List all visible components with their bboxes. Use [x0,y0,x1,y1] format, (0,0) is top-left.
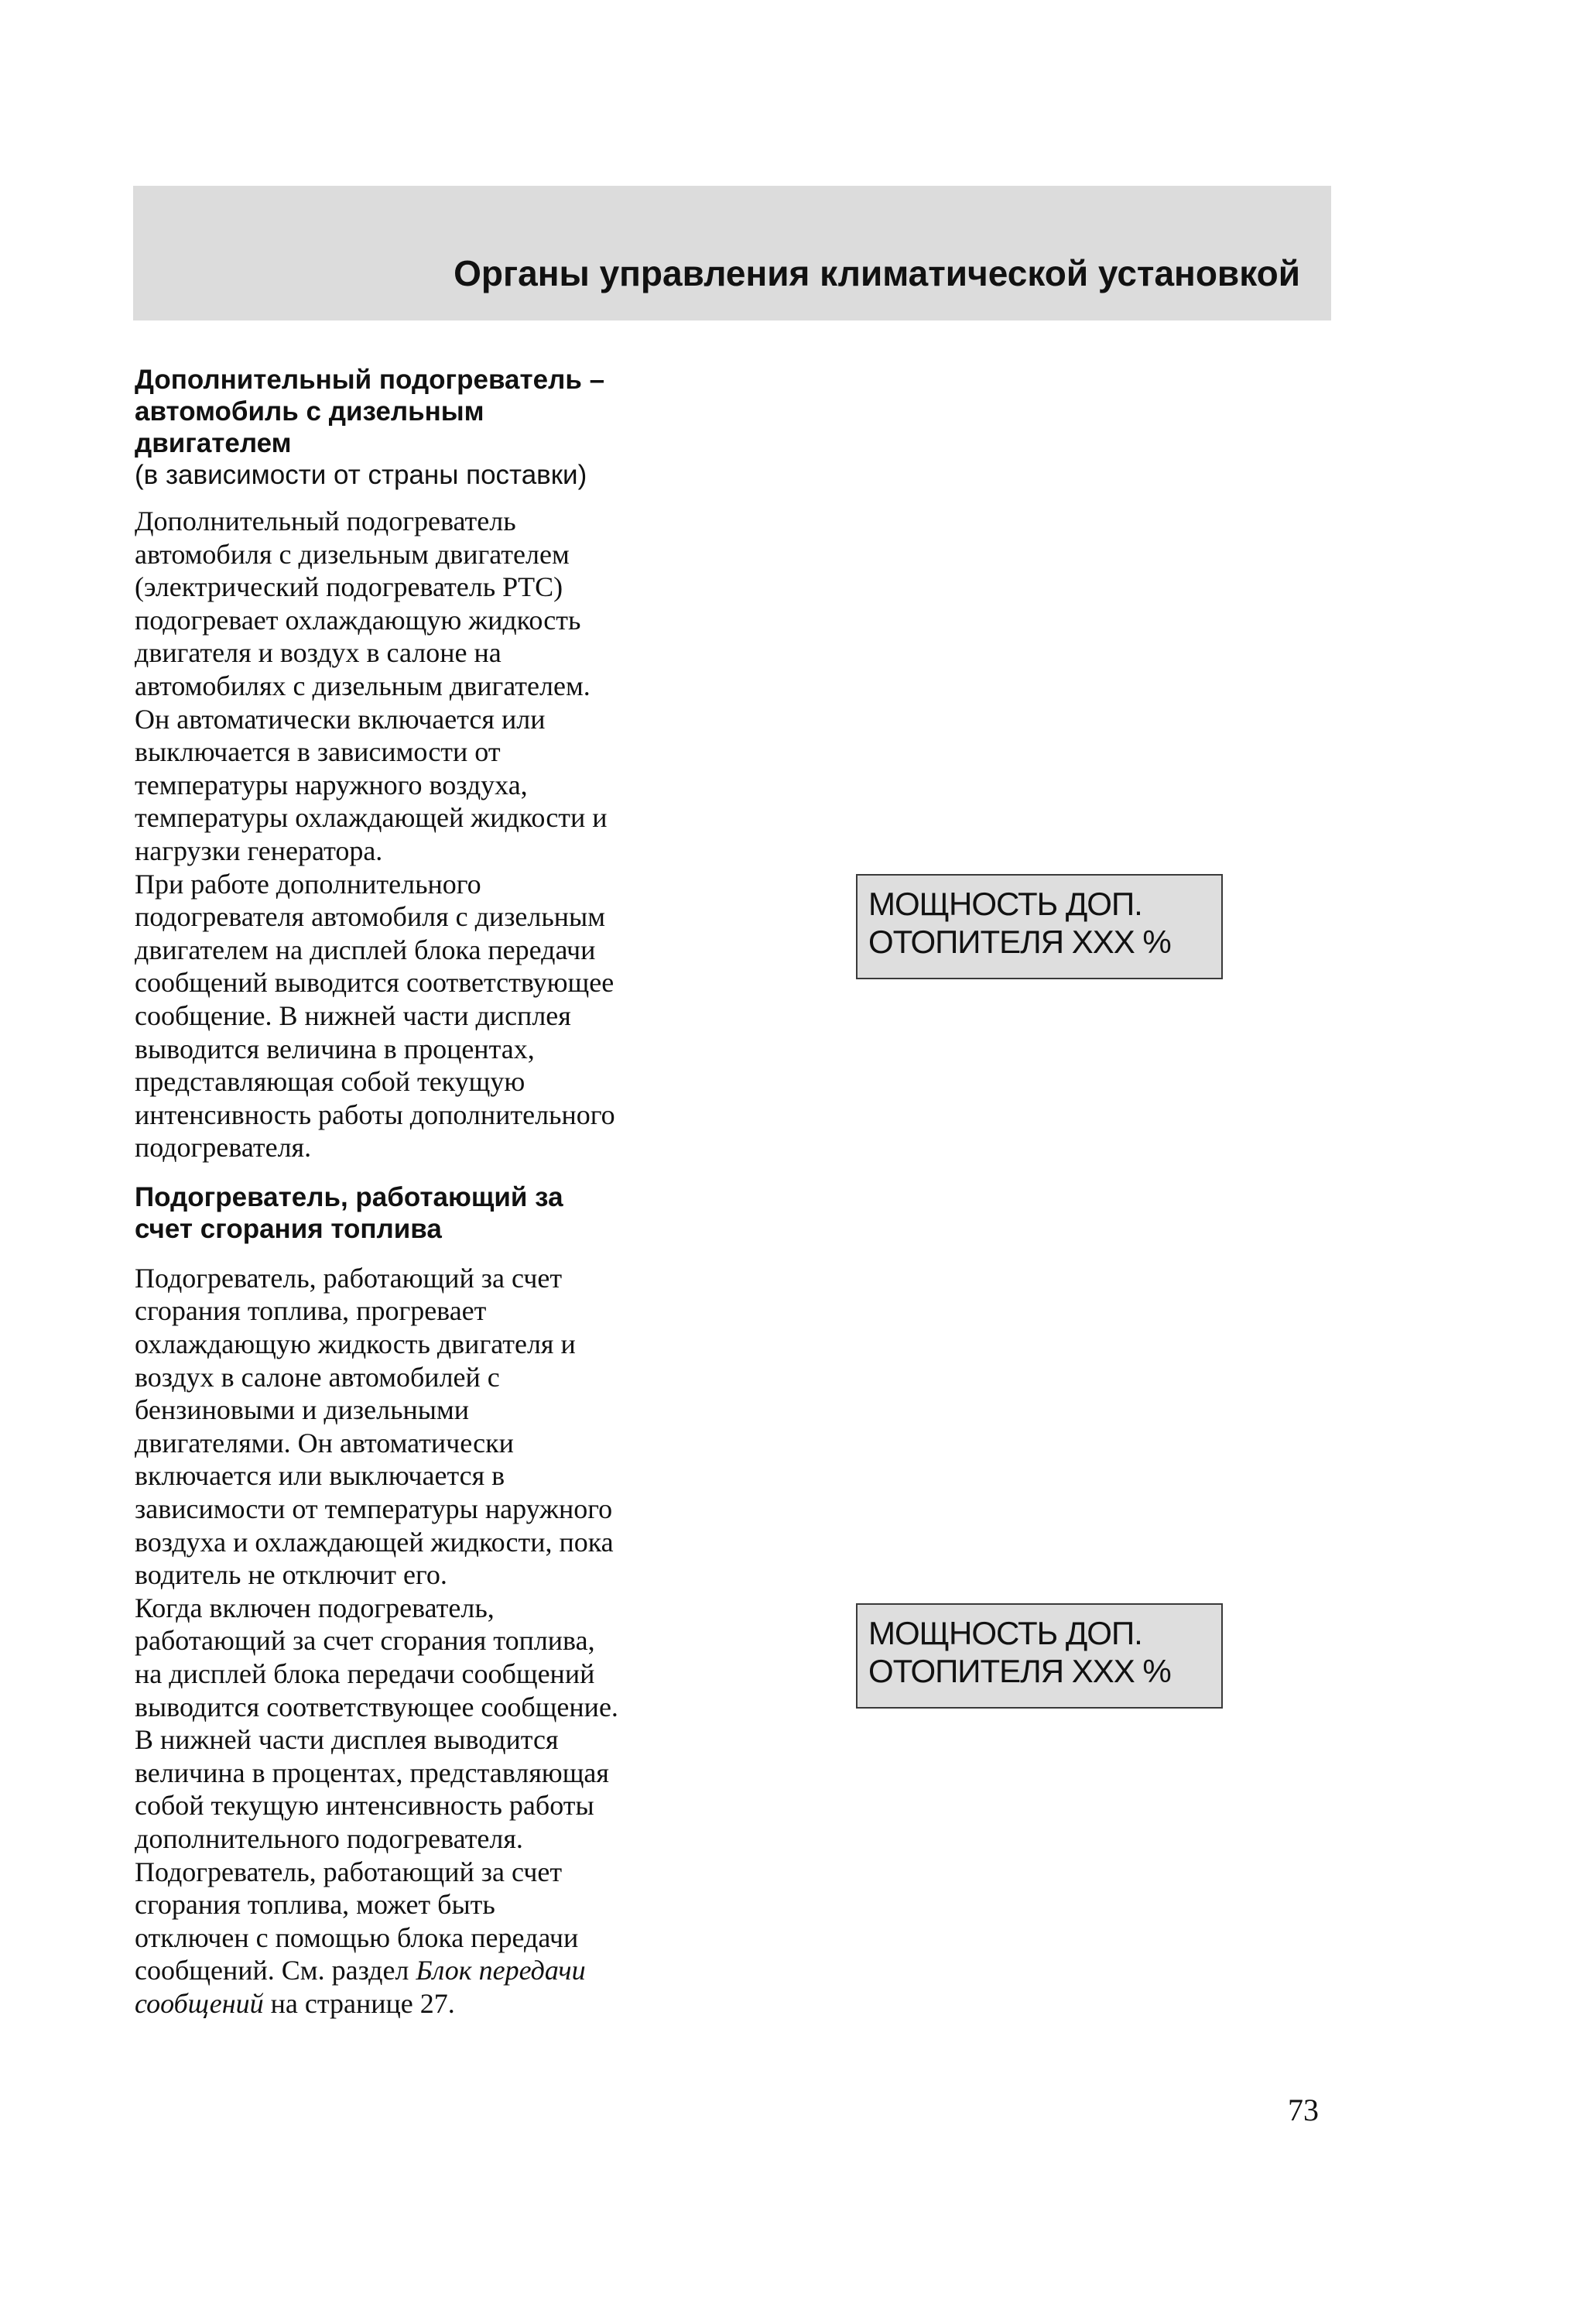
display-line: ОТОПИТЕЛЯ XXX % [868,924,1171,960]
text-line: сгорания топлива, может быть [135,1889,495,1921]
text-line: водитель не отключит его. [135,1559,447,1591]
text-fragment: сообщений. См. раздел [135,1955,416,1986]
text-fragment: на странице 27. [263,1987,455,2019]
text-line: сообщение. В нижней части дисплея [135,999,571,1031]
section-body-diesel-heater [135,505,723,1164]
heading-line: автомобиль с дизельным [135,396,484,427]
text-line: (электрический подогреватель PTC) [135,571,563,603]
text-line: выводится величина в процентах, [135,1033,535,1064]
text-line: зависимости от температуры наружного [135,1493,613,1525]
section-body-fuel-heater [135,1262,723,2021]
text-line: подогревателя автомобиля с дизельным [135,901,606,933]
text-line: работающий за счет сгорания топлива, [135,1625,595,1657]
text-line: охлаждающую жидкость двигателя и [135,1328,576,1360]
section-heading-diesel-heater [135,364,723,459]
text-line: подогревателя. [135,1132,312,1164]
cross-reference-line [135,1954,723,1987]
text-line: дополнительного подогревателя. [135,1822,523,1854]
text-line: воздуха и охлаждающей жидкости, пока [135,1526,614,1558]
page-title: Органы управления климатической установкой [454,253,1300,293]
header-band [133,186,1331,320]
text-line: величина в процентах, представляющая [135,1757,609,1788]
heading-line: Подогреватель, работающий за [135,1181,563,1212]
text-line: интенсивность работы дополнительного [135,1099,615,1130]
spacer [135,1164,723,1181]
main-text-column [135,364,723,2021]
heading-line: двигателем [135,428,292,458]
text-line: выключается в зависимости от [135,736,501,768]
cross-reference-line [135,1987,723,2021]
display-line: МОЩНОСТЬ ДОП. [868,1615,1142,1651]
heading-line: счет сгорания топлива [135,1213,442,1244]
display-line: МОЩНОСТЬ ДОП. [868,886,1142,922]
text-line: Он автоматически включается или [135,703,546,735]
text-line: автомобиля с дизельным двигателем [135,538,570,570]
text-line: температуры охлаждающей жидкости и [135,802,608,834]
message-display-fuel-heater [856,1603,1223,1709]
text-line: воздух в салоне автомобилей с [135,1361,500,1393]
text-line: нагрузки генератора. [135,835,383,866]
section-subheading: (в зависимости от страны поставки) [135,460,587,490]
heading-line: Дополнительный подогреватель – [135,365,605,395]
text-line: двигателем на дисплей блока передачи [135,934,596,965]
text-line: температуры наружного воздуха, [135,769,528,800]
text-line: В нижней части дисплея выводится [135,1724,559,1756]
text-line: Подогреватель, работающий за счет [135,1856,563,1887]
text-line: на дисплей блока передачи сообщений [135,1658,595,1689]
text-line: Дополнительный подогреватель [135,506,516,536]
message-display-diesel-heater [856,874,1223,979]
text-line: бензиновыми и дизельными [135,1394,469,1426]
text-line: собой текущую интенсивность работы [135,1790,594,1822]
page-number: 73 [1288,2093,1319,2127]
text-line: выводится соответствующее сообщение. [135,1691,618,1722]
text-line: двигателями. Он автоматически [135,1427,514,1458]
text-line: Подогреватель, работающий за счет [135,1262,563,1294]
text-line: Когда включен подогреватель, [135,1592,495,1623]
text-line: включается или выключается в [135,1460,505,1492]
text-line: При работе дополнительного [135,868,481,900]
section-heading-fuel-heater [135,1181,723,1245]
cross-reference-title: сообщений [135,1987,264,2019]
text-line: сообщений выводится соответствующее [135,967,614,999]
spacer [135,491,723,505]
text-line: представляющая собой текущую [135,1066,525,1098]
text-line: двигателя и воздух в салоне на [135,637,502,669]
text-line: отключен с помощью блока передачи [135,1921,579,1953]
cross-reference-title: Блок передачи [416,1955,586,1986]
text-line: сгорания топлива, прогревает [135,1295,487,1327]
display-line: ОТОПИТЕЛЯ XXX % [868,1653,1171,1689]
text-line: подогревает охлаждающую жидкость [135,604,581,636]
spacer [135,1245,723,1262]
text-line: автомобилях с дизельным двигателем. [135,670,591,701]
